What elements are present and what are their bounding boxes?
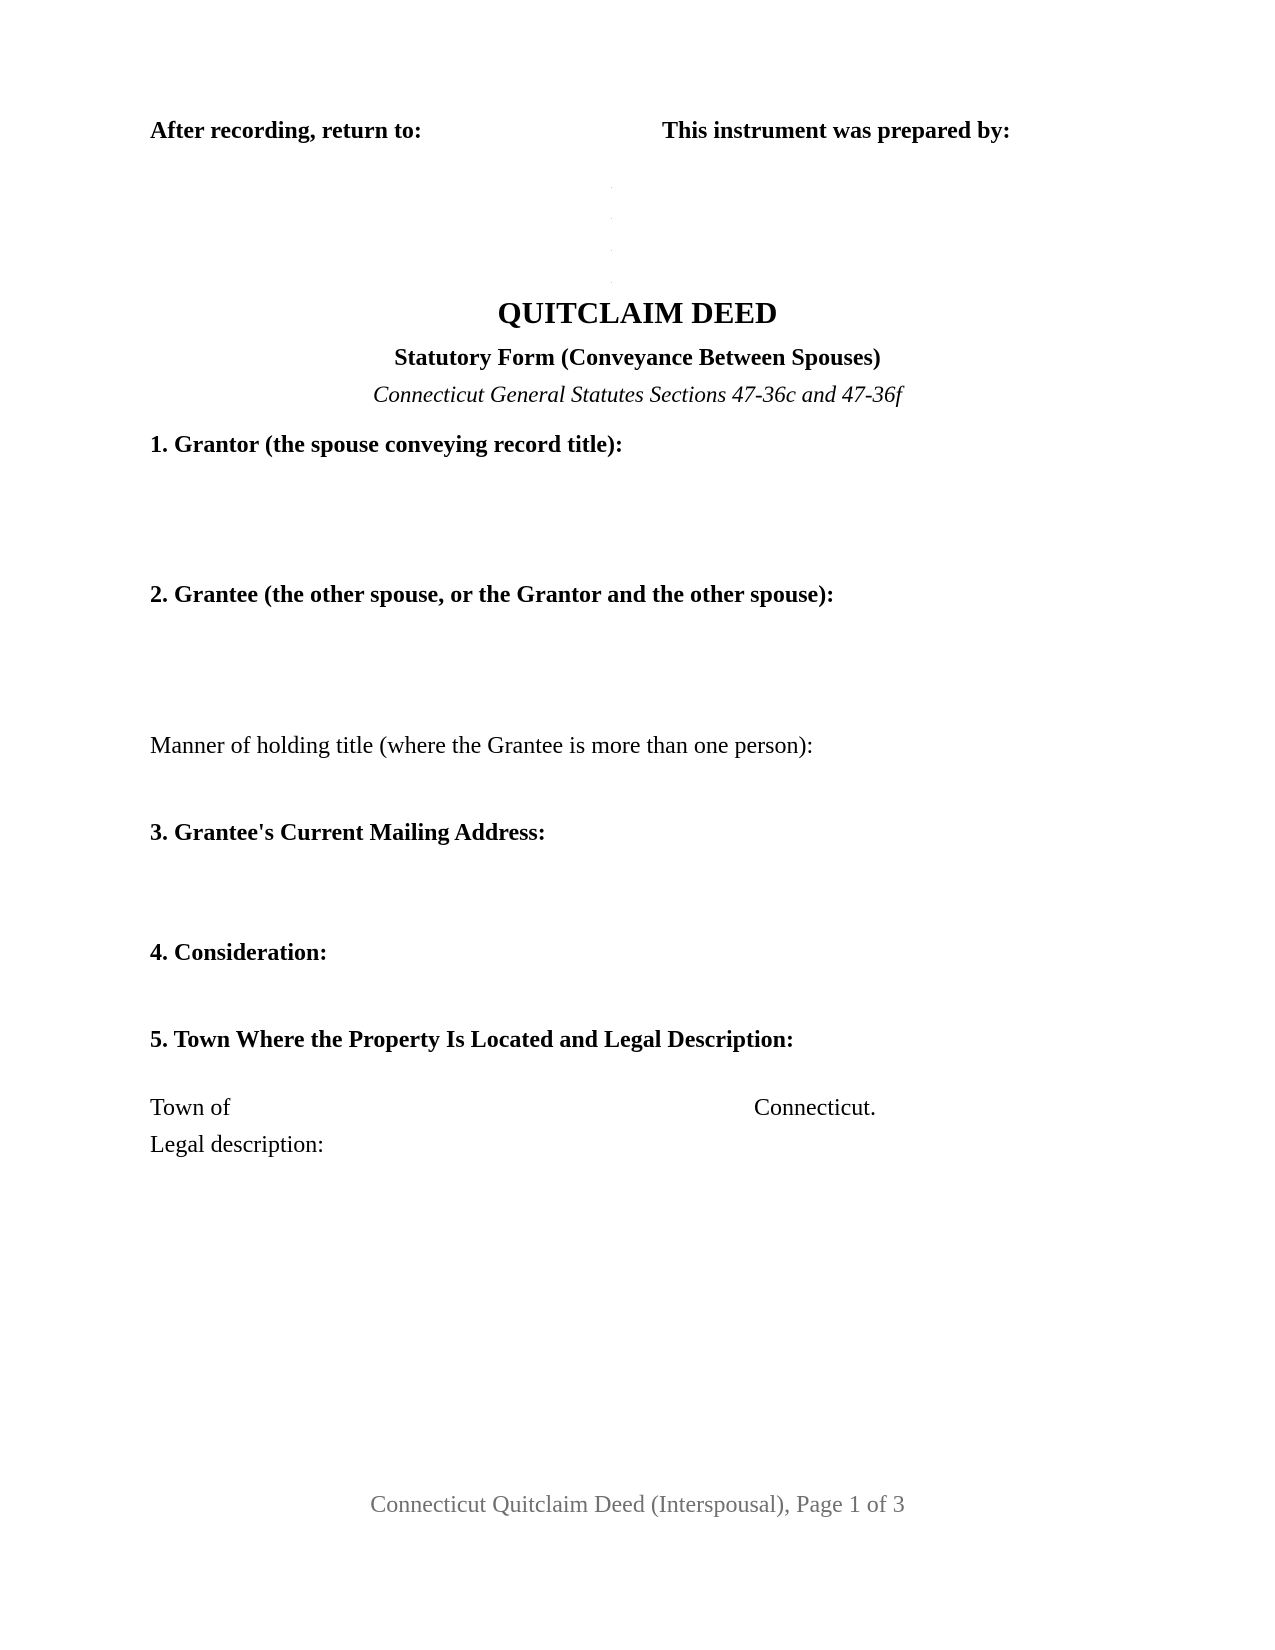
section-grantee-heading: 2. Grantee (the other spouse, or the Grantor and the other spouse): (150, 582, 835, 608)
separator-dot (611, 218, 612, 219)
section-grantor-heading: 1. Grantor (the spouse conveying record title): (150, 432, 624, 458)
section-consideration-heading: 4. Consideration: (150, 940, 328, 966)
manner-of-holding-label: Manner of holding title (where the Grantee is more than one person): (150, 733, 814, 759)
state-label: Connecticut. (754, 1095, 876, 1121)
document-title: QUITCLAIM DEED (497, 295, 778, 330)
separator-dot (611, 187, 612, 188)
page-footer: Connecticut Quitclaim Deed (Interspousal), Page 1 of 3 (370, 1492, 905, 1518)
document-subtitle: Statutory Form (Conveyance Between Spouses) (394, 345, 881, 371)
prepared-by-label: This instrument was prepared by: (662, 118, 1011, 144)
separator-dot (611, 250, 612, 251)
statute-citation: Connecticut General Statutes Sections 47-36c and 47-36f (373, 382, 902, 407)
legal-description-label: Legal description: (150, 1132, 324, 1158)
return-to-label: After recording, return to: (150, 118, 422, 144)
section-mailing-address-heading: 3. Grantee's Current Mailing Address: (150, 820, 546, 846)
separator-dot (611, 282, 612, 283)
town-of-label: Town of (150, 1095, 231, 1121)
section-property-heading: 5. Town Where the Property Is Located and Legal Description: (150, 1027, 795, 1053)
